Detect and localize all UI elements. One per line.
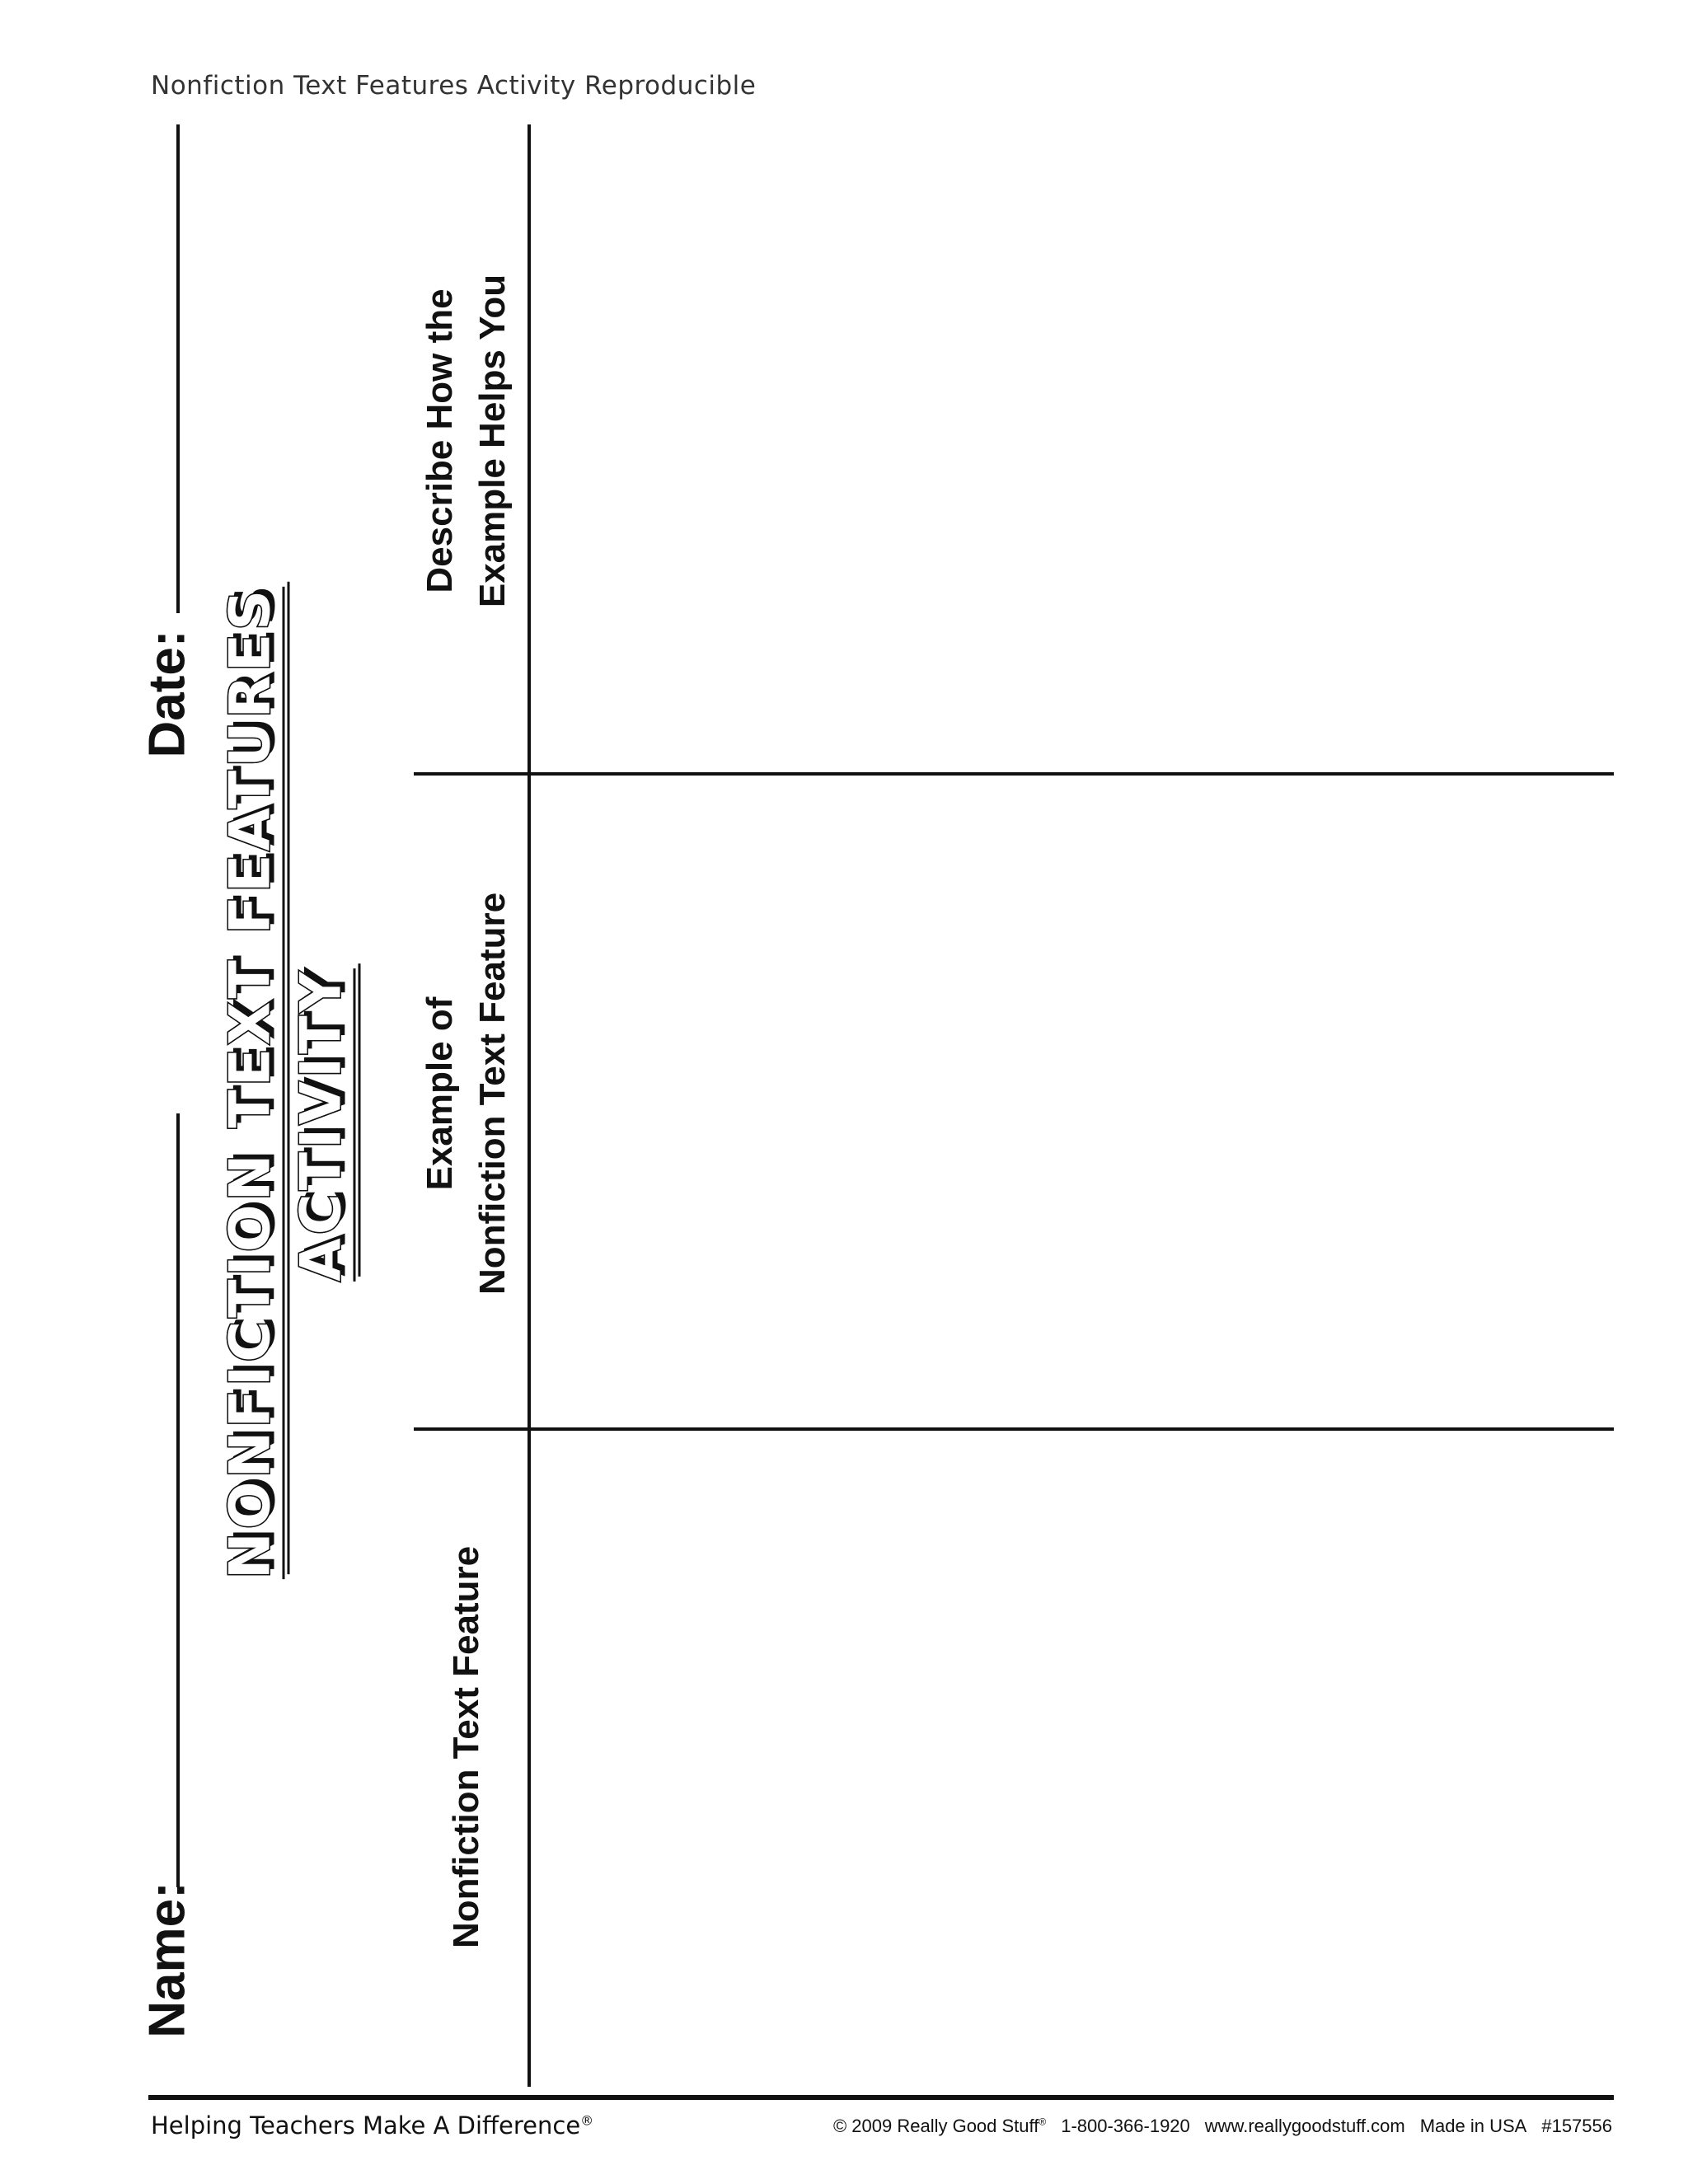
footer-made-in: Made in USA (1419, 2116, 1527, 2136)
reproducible-header: Nonfiction Text Features Activity Reproducible (151, 71, 757, 101)
column-header-describe-line2: Example Helps You (472, 274, 513, 608)
footer-tagline (151, 2111, 593, 2139)
column-header-feature-line1: Nonfiction Text Feature (446, 1545, 486, 1949)
answer-cell-example[interactable] (531, 776, 1614, 1427)
date-label: Date: (138, 630, 196, 758)
answer-cell-describe[interactable] (531, 124, 1614, 772)
column-header-example (414, 893, 519, 1295)
footer-item-number: #157556 (1541, 2116, 1612, 2136)
column-header-example-line2: Nonfiction Text Feature (472, 892, 513, 1296)
column-header-feature (440, 1546, 493, 1948)
footer-tagline-text: Helping Teachers Make A Difference (151, 2111, 581, 2139)
footer-copyright (833, 2116, 1046, 2137)
footer-copyright-text: © 2009 Really Good Stuff (832, 2116, 1039, 2136)
column-header-describe-line1: Describe How the (420, 288, 460, 593)
column-header-example-line1: Example of (420, 996, 460, 1191)
footer-phone: 1-800-366-1920 (1061, 2116, 1190, 2136)
footer-info (781, 2116, 1612, 2137)
title-line-1: NONFICTION TEXT FEATURES (218, 586, 284, 1580)
title-line-2: ACTIVITY (288, 968, 354, 1282)
name-field-line[interactable] (176, 1113, 180, 1887)
footer-tagline-mark: ® (580, 2112, 594, 2129)
column-header-describe (414, 274, 519, 607)
answer-cell-feature[interactable] (531, 1431, 1614, 2087)
name-label: Name: (138, 1882, 196, 2038)
footer-website[interactable]: www.reallygoodstuff.com (1204, 2116, 1405, 2136)
date-field-line[interactable] (176, 124, 180, 613)
footer-rule (148, 2095, 1614, 2100)
footer-copyright-mark: ® (1039, 2116, 1047, 2128)
